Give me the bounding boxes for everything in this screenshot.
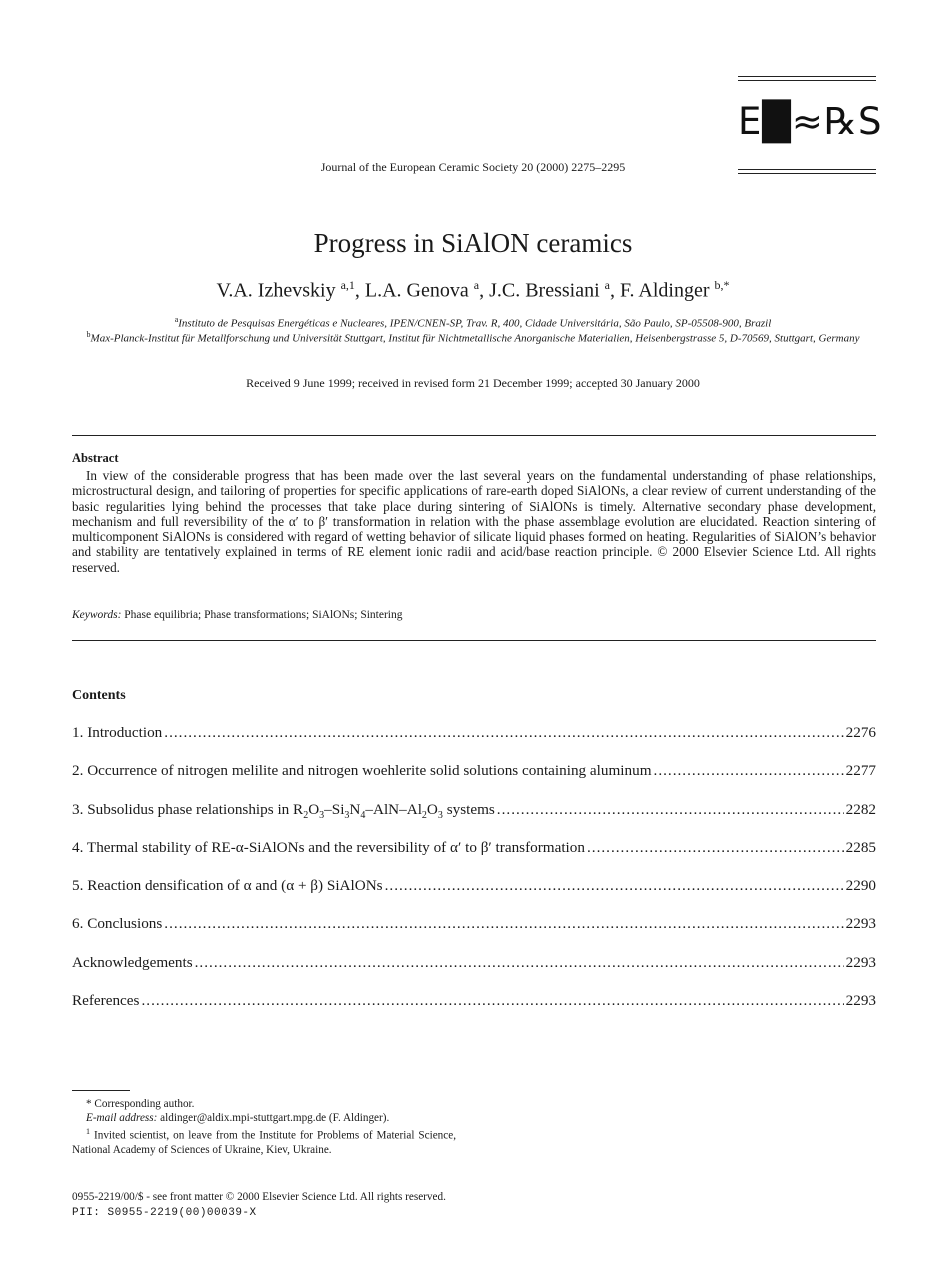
author-list: V.A. Izhevskiy $^{a,1}$, L.A. Genova $^a$, J.C. Bressiani $^a$, F. Aldinger $^{b,*}$ — [216, 278, 730, 302]
footnote-1 — [72, 1125, 456, 1157]
author-name: V.A. Izhevskiy — [216, 279, 336, 302]
toc-page: 2293 — [845, 992, 876, 1009]
affiliation-text: Instituto de Pesquisas Energéticas e Nucleares, IPEN/CNEN-SP, Trav. R, 400, Cidade Universitária, São Paulo, SP-05508-900, Brazil — [178, 317, 772, 330]
toc-page: 2285 — [845, 839, 876, 856]
header-rule-top-2 — [738, 80, 876, 81]
corresponding-note: * Corresponding author. — [86, 1098, 195, 1110]
keywords — [72, 609, 403, 621]
toc-page: 2290 — [845, 877, 876, 894]
toc-leader — [654, 762, 844, 780]
author-mark: b,* — [714, 278, 730, 292]
abstract-heading: Abstract — [72, 451, 119, 465]
toc-page: 2293 — [845, 954, 876, 971]
toc-leader — [195, 954, 844, 972]
abstract-top-rule — [72, 435, 876, 436]
issn-line: 0955-2219/00/$ - see front matter © 2000 Elsevier Science Ltd. All rights reserved. — [72, 1191, 446, 1203]
abstract-text: In view of the considerable progress that has been made over the last several years on the fundamental understanding of phase relationships, microstructural design, and tailoring of properties for specific applications of rare-earth doped SiAlONs, a clear review of current understanding of the basic regularities lying behind the processes that take place during sintering of SiAlONs is timely. Alternative secondary phase development, mechanism and full reversibility of the α′ to β′ transformation in relation with the phase assemblage evolution are elucidated. Reaction sintering of multicomponent SiAlONs is considered with regard of wetting behavior of silicate liquid phases formed on heating. Regularities of SiAlON’s behavior and stability are tentatively explained in terms of RE element ionic radii and acid/base reaction principle. © 2000 Elsevier Science Ltd. All rights reserved. — [72, 468, 876, 575]
toc-leader — [497, 801, 844, 819]
toc-page: 2276 — [845, 724, 876, 741]
toc-page: 2282 — [845, 801, 876, 818]
toc-leader — [587, 839, 844, 857]
toc-leader — [385, 877, 844, 895]
ecers-logo: E█≈℞S — [738, 100, 883, 143]
footnote-1-text: Invited scientist, on leave from the Institute for Problems of Material Science, National Academy of Sciences of Ukraine, Kiev, Ukraine. — [72, 1129, 457, 1156]
toc-leader — [164, 915, 843, 933]
author-name: F. Aldinger — [619, 279, 710, 302]
footnote-mark: 1 — [86, 1127, 90, 1136]
toc-entry[interactable] — [72, 762, 876, 782]
toc-title: 3. Subsolidus phase relationships in $R_2O_3-Si_3N_4-AlN-Al_2O_3$ systems — [72, 801, 495, 822]
toc-entry[interactable] — [72, 839, 876, 859]
affiliation-mark: a — [174, 315, 179, 324]
toc-entry[interactable] — [72, 801, 876, 821]
toc-title: Acknowledgements — [72, 954, 193, 971]
toc-title: 1. Introduction — [72, 724, 163, 741]
journal-citation: Journal of the European Ceramic Society 20 (2000) 2275–2295 — [320, 160, 626, 174]
toc-title: 6. Conclusions — [72, 915, 163, 932]
author-mark: a — [604, 278, 610, 292]
toc-title: References — [72, 992, 140, 1009]
toc-title: 2. Occurrence of nitrogen melilite and nitrogen woehlerite solid solutions containing aluminum — [72, 762, 652, 779]
footnote-rule — [72, 1090, 130, 1091]
received-dates: Received 9 June 1999; received in revised form 21 December 1999; accepted 30 January 2000 — [246, 376, 700, 390]
toc-title: 4. Thermal stability of RE-α-SiAlONs and the reversibility of α′ to β′ transformation — [72, 839, 585, 856]
toc-entry[interactable] — [72, 724, 876, 744]
toc-entry[interactable] — [72, 992, 876, 1012]
email-label: E-mail address: — [86, 1112, 158, 1124]
affiliation-text: Max-Planck-Institut für Metallforschung und Universität Stuttgart, Institut für Nichtmetallische Anorganische Materialien, Heisenbergstrasse 5, D-70569, Stuttgart, Germany — [90, 332, 860, 345]
toc-leader — [164, 724, 843, 742]
abstract-bottom-rule — [72, 640, 876, 641]
toc-entry[interactable] — [72, 915, 876, 935]
keywords-text: Phase equilibria; Phase transformations; SiAlONs; Sintering — [124, 609, 403, 621]
footnotes — [72, 1097, 456, 1157]
toc-page: 2277 — [845, 762, 876, 779]
author-mark: a,1 — [340, 278, 355, 292]
author-mark: a — [473, 278, 480, 292]
toc-entry[interactable] — [72, 877, 876, 897]
author-name: J.C. Bressiani — [489, 279, 600, 302]
toc-page: 2293 — [845, 915, 876, 932]
pii-line: PII: S0955-2219(00)00039-X — [72, 1207, 257, 1219]
header-rule-top — [738, 76, 876, 77]
affiliation-mark: b — [86, 330, 91, 339]
affiliation-b — [60, 327, 886, 347]
article-title: Progress in SiAlON ceramics — [313, 228, 633, 258]
author-name: L.A. Genova — [364, 279, 469, 302]
keywords-label: Keywords: — [72, 609, 122, 621]
toc-leader — [141, 992, 843, 1010]
contents-heading: Contents — [72, 688, 126, 703]
toc-entry[interactable] — [72, 954, 876, 974]
email-note — [72, 1111, 456, 1125]
email-address[interactable]: aldinger@aldix.mpi-stuttgart.mpg.de (F. Aldinger). — [160, 1112, 390, 1124]
toc-title: 5. Reaction densification of α and (α + β) SiAlONs — [72, 877, 383, 894]
